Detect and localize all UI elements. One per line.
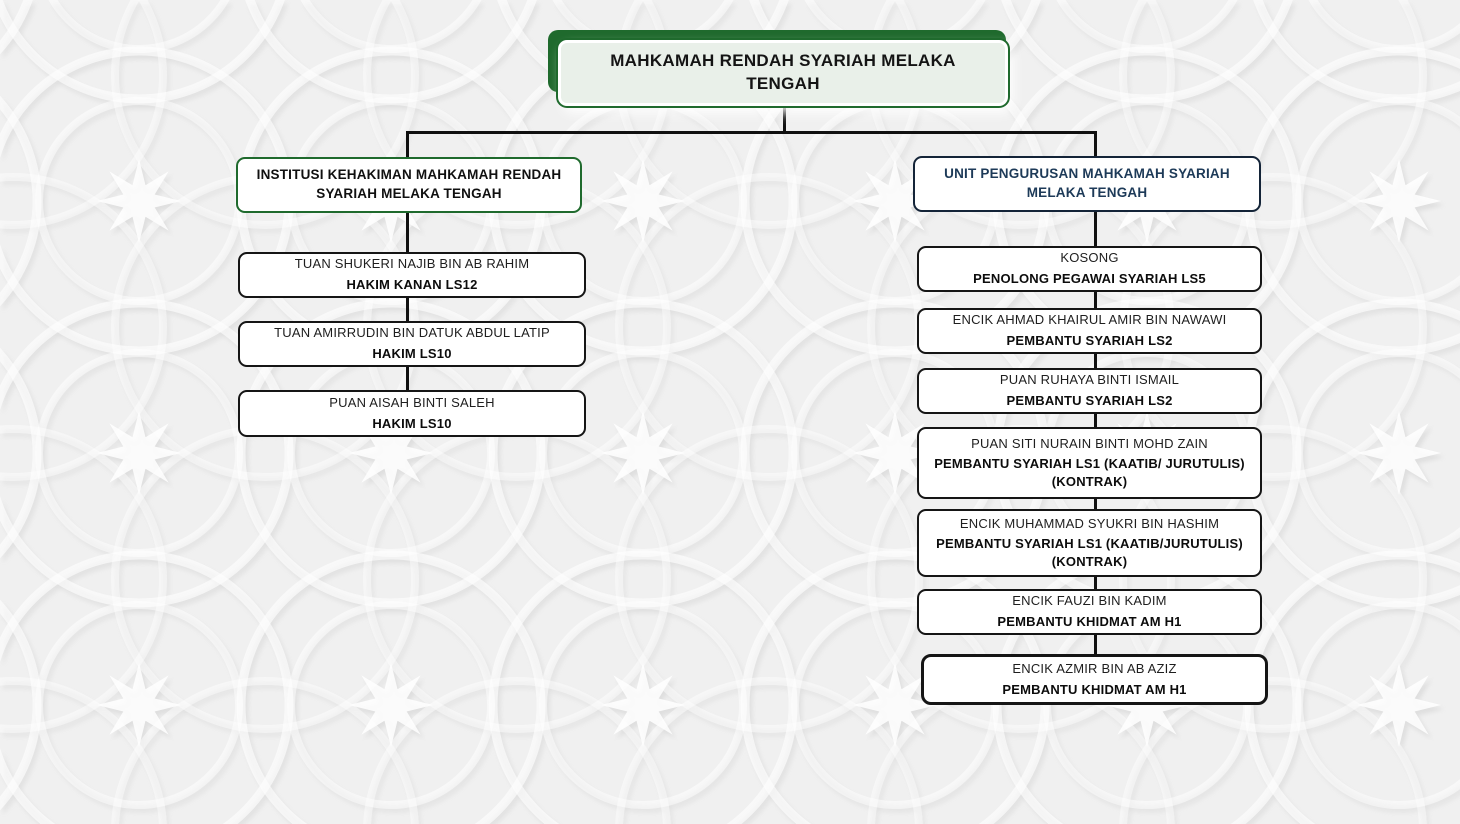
member-name: ENCIK AHMAD KHAIRUL AMIR BIN NAWAWI xyxy=(952,312,1227,328)
member-title: PEMBANTU SYARIAH LS1 (KAATIB/ JURUTULIS)(KONTRAK) xyxy=(934,456,1245,489)
member-title: PEMBANTU SYARIAH LS1 (KAATIB/JURUTULIS)(KONTRAK) xyxy=(936,536,1243,569)
member-title: PEMBANTU KHIDMAT AM H1 xyxy=(1002,681,1187,697)
connector-main-horizontal xyxy=(406,131,1097,134)
member-box xyxy=(917,368,1262,414)
member-name: TUAN AMIRRUDIN BIN DATUK ABDUL LATIP xyxy=(274,325,550,341)
member-title: PEMBANTU KHIDMAT AM H1 xyxy=(997,614,1182,630)
member-name: TUAN SHUKERI NAJIB BIN AB RAHIM xyxy=(294,256,530,272)
member-title: HAKIM KANAN LS12 xyxy=(346,277,478,293)
member-box xyxy=(917,427,1262,499)
member-box xyxy=(238,390,586,437)
branch-header-kehakiman: INSTITUSI KEHAKIMAN MAHKAMAH RENDAH SYARIAH MELAKA TENGAH xyxy=(236,157,582,213)
connector-left-1 xyxy=(406,210,409,254)
member-box xyxy=(238,321,586,367)
member-title: HAKIM LS10 xyxy=(372,346,452,362)
member-title: PENOLONG PEGAWAI SYARIAH LS5 xyxy=(973,271,1206,287)
connector-left-2 xyxy=(406,295,409,323)
member-name: PUAN AISAH BINTI SALEH xyxy=(329,394,495,410)
member-box xyxy=(917,308,1262,354)
member-name: PUAN SITI NURAIN BINTI MOHD ZAIN xyxy=(971,435,1208,451)
connector-right-7 xyxy=(1094,632,1097,656)
member-box xyxy=(917,589,1262,635)
member-title: HAKIM LS10 xyxy=(372,415,452,431)
member-box xyxy=(921,654,1268,705)
member-name: ENCIK MUHAMMAD SYUKRI BIN HASHIM xyxy=(959,515,1220,531)
member-box xyxy=(238,252,586,298)
connector-left-3 xyxy=(406,364,409,392)
root-node-title: MAHKAMAH RENDAH SYARIAH MELAKA TENGAH xyxy=(558,40,1008,106)
member-title: PEMBANTU SYARIAH LS2 xyxy=(1006,393,1173,409)
member-box xyxy=(917,509,1262,577)
member-name: ENCIK FAUZI BIN KADIM xyxy=(1012,593,1167,609)
member-name: ENCIK AZMIR BIN AB AZIZ xyxy=(1012,660,1177,676)
connector-right-2 xyxy=(1094,289,1097,310)
connector-right-1 xyxy=(1094,209,1097,248)
root-node xyxy=(548,30,1018,108)
member-name: KOSONG xyxy=(1060,250,1119,266)
member-box xyxy=(917,246,1262,292)
connector-right-drop xyxy=(1094,131,1097,158)
member-title: PEMBANTU SYARIAH LS2 xyxy=(1006,333,1173,349)
branch-header-pengurusan: UNIT PENGURUSAN MAHKAMAH SYARIAH MELAKA TENGAH xyxy=(913,156,1261,212)
member-name: PUAN RUHAYA BINTI ISMAIL xyxy=(999,372,1180,388)
connector-left-drop xyxy=(406,131,409,159)
